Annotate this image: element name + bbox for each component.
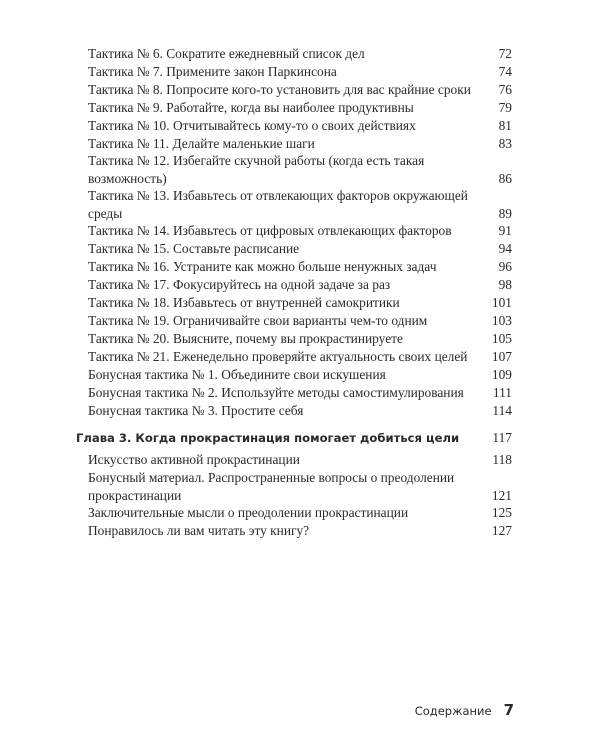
toc-entry xyxy=(76,366,512,384)
toc-entry-page: 94 xyxy=(498,241,512,257)
chapter-title: Глава 3. Когда прокрастинация помогает добиться цели xyxy=(76,431,460,446)
toc-entry xyxy=(76,348,512,366)
toc-entry-title: Тактика № 6. Сократите ежедневный список дел xyxy=(88,46,365,61)
section-label: Содержание xyxy=(414,704,492,718)
page-number: 7 xyxy=(503,701,514,719)
toc-entry xyxy=(76,312,512,330)
toc-entry-title: Тактика № 14. Избавьтесь от цифровых отвлекающих факторов xyxy=(88,223,452,239)
toc-entry-title: Тактика № 10. Отчитывайтесь кому-то о своих действиях xyxy=(88,117,416,133)
toc-entry xyxy=(76,258,512,276)
toc-entry-page: 114 xyxy=(492,402,512,418)
toc-entry xyxy=(76,402,512,420)
toc-entry-page: 105 xyxy=(491,330,512,346)
toc-entry-page: 91 xyxy=(498,223,512,239)
toc-entry xyxy=(76,117,512,135)
toc-entry-title: Тактика № 19. Ограничивайте свои варианты чем-то одним xyxy=(88,312,428,328)
toc-entry xyxy=(76,187,512,222)
toc-entry-page: 83 xyxy=(498,135,512,151)
toc-entry-page: 74 xyxy=(498,63,512,79)
toc-entry-title: Тактика № 21. Еженедельно проверяйте актуальность своих целей xyxy=(88,348,468,364)
toc-entry-title: Тактика № 12. Избегайте скучной работы (когда есть такая возможность) xyxy=(88,153,425,186)
toc-entry xyxy=(76,240,512,258)
page-footer xyxy=(0,700,514,719)
toc-entry xyxy=(76,222,512,240)
toc-entry xyxy=(76,45,512,63)
toc-entry xyxy=(76,504,512,522)
toc-entry-page: 111 xyxy=(492,384,512,400)
toc-entry-title: Тактика № 16. Устраните как можно больше ненужных задач xyxy=(88,259,437,275)
toc-entry-title: Тактика № 8. Попросите кого-то установить для вас крайние сроки xyxy=(88,81,471,97)
table-of-contents xyxy=(76,45,512,540)
toc-entry-page: 96 xyxy=(498,259,512,275)
toc-entry xyxy=(76,152,512,187)
toc-entry-title: Заключительные мысли о преодолении прокрастинации xyxy=(88,505,409,521)
toc-entry xyxy=(76,81,512,99)
toc-entry-title: Бонусная тактика № 2. Используйте методы самостимулирования xyxy=(88,384,464,400)
toc-entry-page: 127 xyxy=(491,523,512,539)
chapter-heading xyxy=(76,429,512,447)
toc-entry-title: Тактика № 13. Избавьтесь от отвлекающих факторов окружающей среды xyxy=(88,188,468,221)
toc-entry-title: Тактика № 15. Составьте расписание xyxy=(88,241,300,257)
toc-entry-title: Тактика № 17. Фокусируйтесь на одной задаче за раз xyxy=(88,277,391,293)
toc-entry-title: Бонусная тактика № 3. Простите себя xyxy=(88,402,304,418)
toc-entry-page: 76 xyxy=(498,81,512,97)
toc-entry-page: 79 xyxy=(498,99,512,115)
toc-entry-title: Тактика № 11. Делайте маленькие шаги xyxy=(88,135,315,151)
toc-entry-title: Бонусный материал. Распространенные вопросы о преодолении прокрастинации xyxy=(88,470,455,503)
toc-entry xyxy=(76,63,512,81)
toc-entry xyxy=(76,276,512,294)
toc-entry xyxy=(76,469,512,504)
toc-entry-title: Тактика № 9. Работайте, когда вы наиболее продуктивны xyxy=(88,99,414,115)
toc-entry xyxy=(76,330,512,348)
toc-entry-page: 81 xyxy=(498,117,512,133)
toc-entry-page: 89 xyxy=(498,205,512,221)
toc-entry-page: 107 xyxy=(491,348,512,364)
toc-entry-page: 125 xyxy=(491,505,512,521)
toc-entry xyxy=(76,451,512,469)
toc-entry-page: 103 xyxy=(491,312,512,328)
toc-entry xyxy=(76,99,512,117)
toc-entry-title: Бонусная тактика № 1. Объедините свои искушения xyxy=(88,366,386,382)
toc-entry-title: Тактика № 7. Примените закон Паркинсона xyxy=(88,63,337,79)
toc-entry xyxy=(76,522,512,540)
toc-entry xyxy=(76,384,512,402)
toc-entry-page: 72 xyxy=(498,46,512,61)
toc-entry-page: 86 xyxy=(498,170,512,186)
toc-entry xyxy=(76,135,512,153)
toc-entry-title: Искусство активной прокрастинации xyxy=(88,452,300,468)
toc-entry-page: 101 xyxy=(491,295,512,311)
toc-entry-title: Тактика № 20. Выясните, почему вы прокрастинируете xyxy=(88,330,403,346)
toc-entry-page: 121 xyxy=(491,487,512,503)
toc-entry-title: Понравилось ли вам читать эту книгу? xyxy=(88,523,310,539)
chapter-page: 117 xyxy=(492,430,512,446)
toc-entry-title: Тактика № 18. Избавьтесь от внутренней самокритики xyxy=(88,295,400,311)
toc-entry xyxy=(76,294,512,312)
toc-entry-page: 98 xyxy=(498,277,512,293)
toc-entry-page: 118 xyxy=(492,452,512,468)
toc-entry-page: 109 xyxy=(491,366,512,382)
